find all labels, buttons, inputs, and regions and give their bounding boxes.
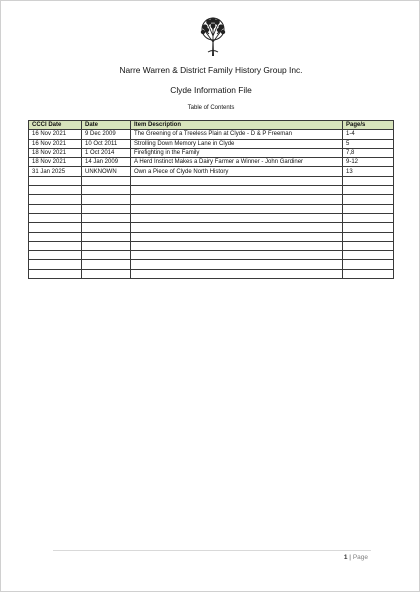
empty-cell [343, 186, 394, 195]
footer-divider [53, 550, 371, 551]
date-cell: 9 Dec 2009 [82, 130, 131, 139]
column-header-pages: Page/s [343, 121, 394, 130]
table-row [29, 167, 394, 176]
empty-cell [343, 204, 394, 213]
empty-cell [82, 269, 131, 278]
ccci-date-cell: 18 Nov 2021 [29, 148, 82, 157]
ccci-date-cell: 16 Nov 2021 [29, 130, 82, 139]
date-cell: 1 Oct 2014 [82, 148, 131, 157]
empty-cell [131, 232, 343, 241]
empty-cell [82, 186, 131, 195]
table-row [29, 130, 394, 139]
empty-cell [29, 232, 82, 241]
empty-table-row [29, 251, 394, 260]
ccci-date-cell: 16 Nov 2021 [29, 139, 82, 148]
empty-cell [29, 204, 82, 213]
table-header-row [29, 121, 394, 130]
pages-cell: 1-4 [343, 130, 394, 139]
table-of-contents-heading: Table of Contents [187, 105, 235, 111]
empty-cell [82, 260, 131, 269]
table-row [29, 158, 394, 167]
empty-cell [343, 241, 394, 250]
pages-cell: 13 [343, 167, 394, 176]
empty-cell [82, 241, 131, 250]
page-label: Page [352, 554, 368, 561]
empty-cell [343, 176, 394, 185]
empty-cell [343, 195, 394, 204]
empty-cell [29, 195, 82, 204]
empty-table-row [29, 213, 394, 222]
empty-cell [131, 195, 343, 204]
empty-cell [131, 176, 343, 185]
empty-cell [29, 269, 82, 278]
empty-cell [343, 269, 394, 278]
empty-cell [131, 269, 343, 278]
empty-cell [29, 176, 82, 185]
ccci-date-cell: 31 Jan 2025 [29, 167, 82, 176]
empty-rows-group [29, 176, 394, 278]
empty-cell [343, 260, 394, 269]
organisation-name: Narre Warren & District Family History Group Inc. [119, 65, 303, 75]
empty-cell [131, 204, 343, 213]
pages-cell: 7,8 [343, 148, 394, 157]
page-number: 1 [343, 554, 348, 561]
empty-cell [131, 186, 343, 195]
empty-table-row [29, 260, 394, 269]
empty-cell [343, 223, 394, 232]
pages-cell: 5 [343, 139, 394, 148]
empty-table-row [29, 204, 394, 213]
empty-table-row [29, 241, 394, 250]
empty-cell [29, 251, 82, 260]
column-header-item-description: Item Description [131, 121, 343, 130]
empty-cell [29, 213, 82, 222]
pages-cell: 9-12 [343, 158, 394, 167]
ccci-date-cell: 18 Nov 2021 [29, 158, 82, 167]
empty-table-row [29, 232, 394, 241]
date-cell: 14 Jan 2009 [82, 158, 131, 167]
empty-cell [131, 223, 343, 232]
empty-cell [131, 251, 343, 260]
empty-cell [82, 251, 131, 260]
empty-cell [343, 213, 394, 222]
document-title: Clyde Information File [170, 85, 252, 95]
date-cell: UNKNOWN [82, 167, 131, 176]
item-description-cell: Firefighting in the Family [131, 148, 343, 157]
empty-cell [29, 260, 82, 269]
table-row [29, 148, 394, 157]
item-description-cell: The Greening of a Treeless Plain at Clyde - D & P Freeman [131, 130, 343, 139]
item-description-cell: A Herd Instinct Makes a Dairy Farmer a Winner - John Gardiner [131, 158, 343, 167]
empty-cell [82, 195, 131, 204]
empty-cell [343, 232, 394, 241]
tree-icon [198, 16, 228, 56]
empty-cell [343, 251, 394, 260]
empty-cell [82, 176, 131, 185]
contents-table [28, 120, 394, 279]
date-cell: 10 Oct 2011 [82, 139, 131, 148]
empty-cell [131, 213, 343, 222]
page-footer [301, 554, 368, 561]
empty-table-row [29, 195, 394, 204]
empty-cell [82, 204, 131, 213]
item-description-cell: Own a Piece of Clyde North History [131, 167, 343, 176]
item-description-cell: Strolling Down Memory Lane in Clyde [131, 139, 343, 148]
empty-table-row [29, 176, 394, 185]
empty-table-row [29, 269, 394, 278]
empty-cell [29, 241, 82, 250]
empty-cell [29, 186, 82, 195]
empty-cell [131, 260, 343, 269]
empty-cell [82, 213, 131, 222]
empty-cell [82, 223, 131, 232]
column-header-date: Date [82, 121, 131, 130]
empty-table-row [29, 223, 394, 232]
empty-table-row [29, 186, 394, 195]
empty-cell [82, 232, 131, 241]
empty-cell [131, 241, 343, 250]
empty-cell [29, 223, 82, 232]
column-header-ccci-date: CCCI Date [29, 121, 82, 130]
footer-separator: | [349, 554, 351, 561]
table-row [29, 139, 394, 148]
